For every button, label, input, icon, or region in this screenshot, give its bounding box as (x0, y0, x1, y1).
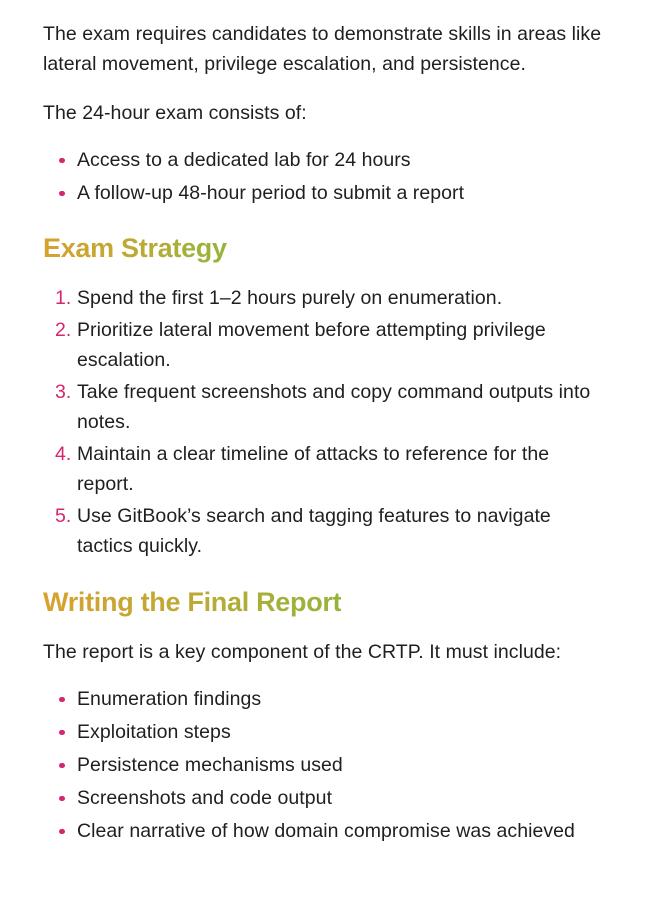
list-item (43, 684, 603, 714)
list-item-text: Spend the first 1–2 hours purely on enumeration. (77, 287, 503, 309)
list-item (43, 717, 603, 747)
list-item-text: Maintain a clear timeline of attacks to reference for the report. (77, 443, 550, 495)
list-item (43, 783, 603, 813)
list-item (43, 816, 603, 846)
report-requirements-list (43, 684, 603, 846)
list-number: 4. (55, 443, 72, 465)
list-item-text: Prioritize lateral movement before attempting privilege escalation. (77, 319, 546, 371)
strategy-list (43, 283, 603, 561)
list-item (43, 178, 603, 208)
report-intro-paragraph: The report is a key component of the CRTP. It must include: (43, 641, 562, 663)
list-item (43, 315, 603, 375)
list-item (43, 377, 603, 437)
bullet-icon (59, 829, 65, 835)
list-item-text: Access to a dedicated lab for 24 hours (77, 149, 411, 171)
list-item (43, 145, 603, 175)
exam-strategy-heading: Exam Strategy (43, 233, 227, 263)
bullet-icon (59, 158, 65, 164)
list-item-text: Enumeration findings (77, 688, 262, 710)
list-item (43, 501, 603, 561)
list-number: 5. (55, 505, 72, 527)
list-item-text: Take frequent screenshots and copy command outputs into notes. (77, 381, 591, 433)
exam-components-list (43, 145, 603, 208)
bullet-icon (59, 697, 65, 703)
bullet-icon (59, 191, 65, 197)
bullet-icon (59, 796, 65, 802)
bullet-icon (59, 763, 65, 769)
list-item-text: A follow-up 48-hour period to submit a report (77, 182, 465, 204)
list-number: 1. (55, 287, 72, 309)
list-item (43, 750, 603, 780)
list-item (43, 439, 603, 499)
final-report-heading: Writing the Final Report (43, 587, 342, 617)
list-item-text: Persistence mechanisms used (77, 754, 343, 776)
list-number: 3. (55, 381, 72, 403)
list-item-text: Screenshots and code output (77, 787, 333, 809)
bullet-icon (59, 730, 65, 736)
list-item (43, 283, 603, 313)
list-item-text: Clear narrative of how domain compromise was achieved (77, 820, 575, 842)
exam-intro-paragraph: The 24-hour exam consists of: (43, 102, 307, 124)
list-item-text: Use GitBook’s search and tagging features to navigate tactics quickly. (77, 505, 551, 557)
intro-paragraph: The exam requires candidates to demonstrate skills in areas like lateral movement, privilege escalation, and persistence. (43, 23, 602, 75)
list-number: 2. (55, 319, 72, 341)
list-item-text: Exploitation steps (77, 721, 231, 743)
